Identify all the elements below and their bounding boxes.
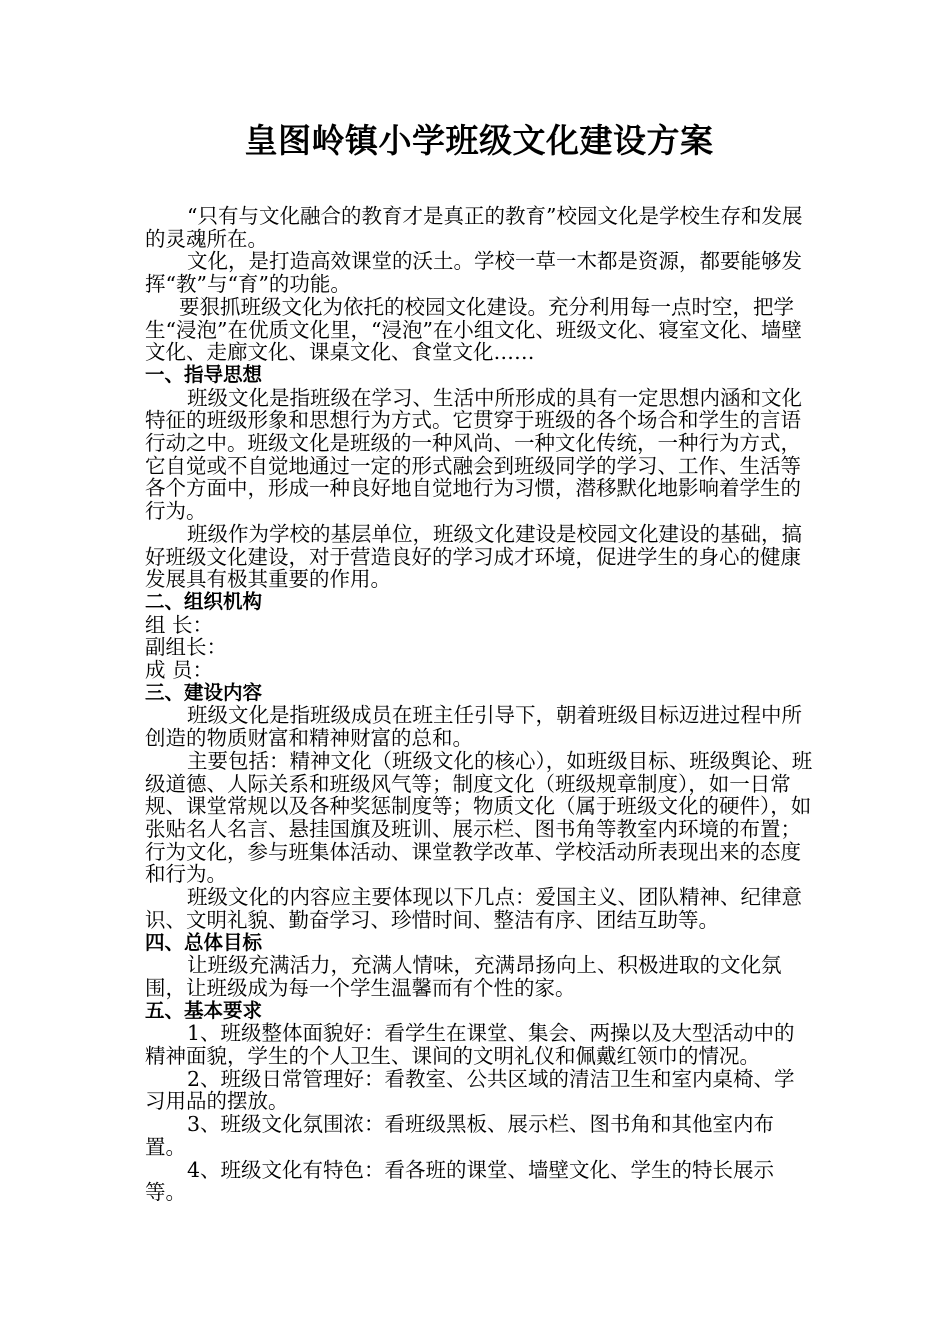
organization-line-leader: 组 长： <box>145 612 214 637</box>
requirement-item-1: 1、班级整体面貌好：看学生在课堂、集会、两操以及大型活动中的精神面貌，学生的个人卫生、课间的文明礼仪和佩戴红领巾的情况。 <box>145 1021 795 1069</box>
requirement-item-4: 4、班级文化有特色：看各班的课堂、墙壁文化、学生的特长展示等。 <box>145 1157 775 1205</box>
requirement-item-2: 2、班级日常管理好：看教室、公共区域的清洁卫生和室内桌椅、学习用品的摆放。 <box>145 1066 795 1114</box>
requirement-item-3: 3、班级文化氛围浓：看班级黑板、展示栏、图书角和其他室内布置。 <box>145 1112 775 1159</box>
section-heading-guiding-thought: 一、指导思想 <box>145 362 263 386</box>
content-paragraph-1: 班级文化是指班级成员在班主任引导下，朝着班级目标迈进过程中所创造的物质财富和精神财富的总和。 <box>145 703 802 751</box>
section-heading-content: 三、建设内容 <box>145 680 263 704</box>
content-paragraph-2: 主要包括：精神文化（班级文化的核心），如班级目标、班级舆论、班级道德、人际关系和班级风气等；制度文化（班级规章制度），如一日常规、课堂常规以及各种奖惩制度等；物质文化（属于班级文化的硬件），如张贴名人名言、悬挂国旗及班训、展示栏、图书角等教室内环境的布置；行为文化，参与班集体活动、课堂教学改革、学校活动所表现出来的态度和行为。 <box>145 748 813 887</box>
goal-paragraph-1: 让班级充满活力，充满人情味，充满昂扬向上、积极进取的文化氛围，让班级成为每一个学生温馨而有个性的家。 <box>145 953 782 1000</box>
document-body <box>145 205 813 1204</box>
intro-paragraph-2: 文化，是打造高效课堂的沃土。学校一草一木都是资源，都要能够发挥“教”与“育”的功能。 <box>145 249 802 297</box>
intro-paragraph-1: “只有与文化融合的教育才是真正的教育”校园文化是学校生存和发展的灵魂所在。 <box>145 204 803 251</box>
section-heading-goal: 四、总体目标 <box>145 930 263 954</box>
organization-line-members: 成 员： <box>145 658 214 683</box>
document-title: 皇图岭镇小学班级文化建设方案 <box>244 121 714 160</box>
section-heading-requirements: 五、基本要求 <box>145 998 263 1022</box>
intro-paragraph-3: 要狠抓班级文化为依托的校园文化建设。充分利用每一点时空，把学生“浸泡”在优质文化里，“浸泡”在小组文化、班级文化、寝室文化、墙壁文化、走廊文化、课桌文化、食堂文化…… <box>145 294 802 365</box>
guiding-thought-paragraph-1: 班级文化是指班级在学习、生活中所形成的具有一定思想内涵和文化特征的班级形象和思想行为方式。它贯穿于班级的各个场合和学生的言语行动之中。班级文化是班级的一种风尚、一种文化传统，一种行为方式，它自觉或不自觉地通过一定的形式融会到班级同学的学习、工作、生活等各个方面中，形成一种良好地自觉地行为习惯，潜移默化地影响着学生的行为。 <box>145 385 802 524</box>
organization-line-deputy: 副组长： <box>145 635 227 660</box>
section-heading-organization: 二、组织机构 <box>145 589 263 613</box>
content-paragraph-3: 班级文化的内容应主要体现以下几点：爱国主义、团队精神、纪律意识、文明礼貌、勤奋学习、珍惜时间、整洁有序、团结互助等。 <box>145 885 802 932</box>
guiding-thought-paragraph-2: 班级作为学校的基层单位，班级文化建设是校园文化建设的基础，搞好班级文化建设，对于营造良好的学习成才环境，促进学生的身心的健康发展具有极其重要的作用。 <box>145 521 802 592</box>
